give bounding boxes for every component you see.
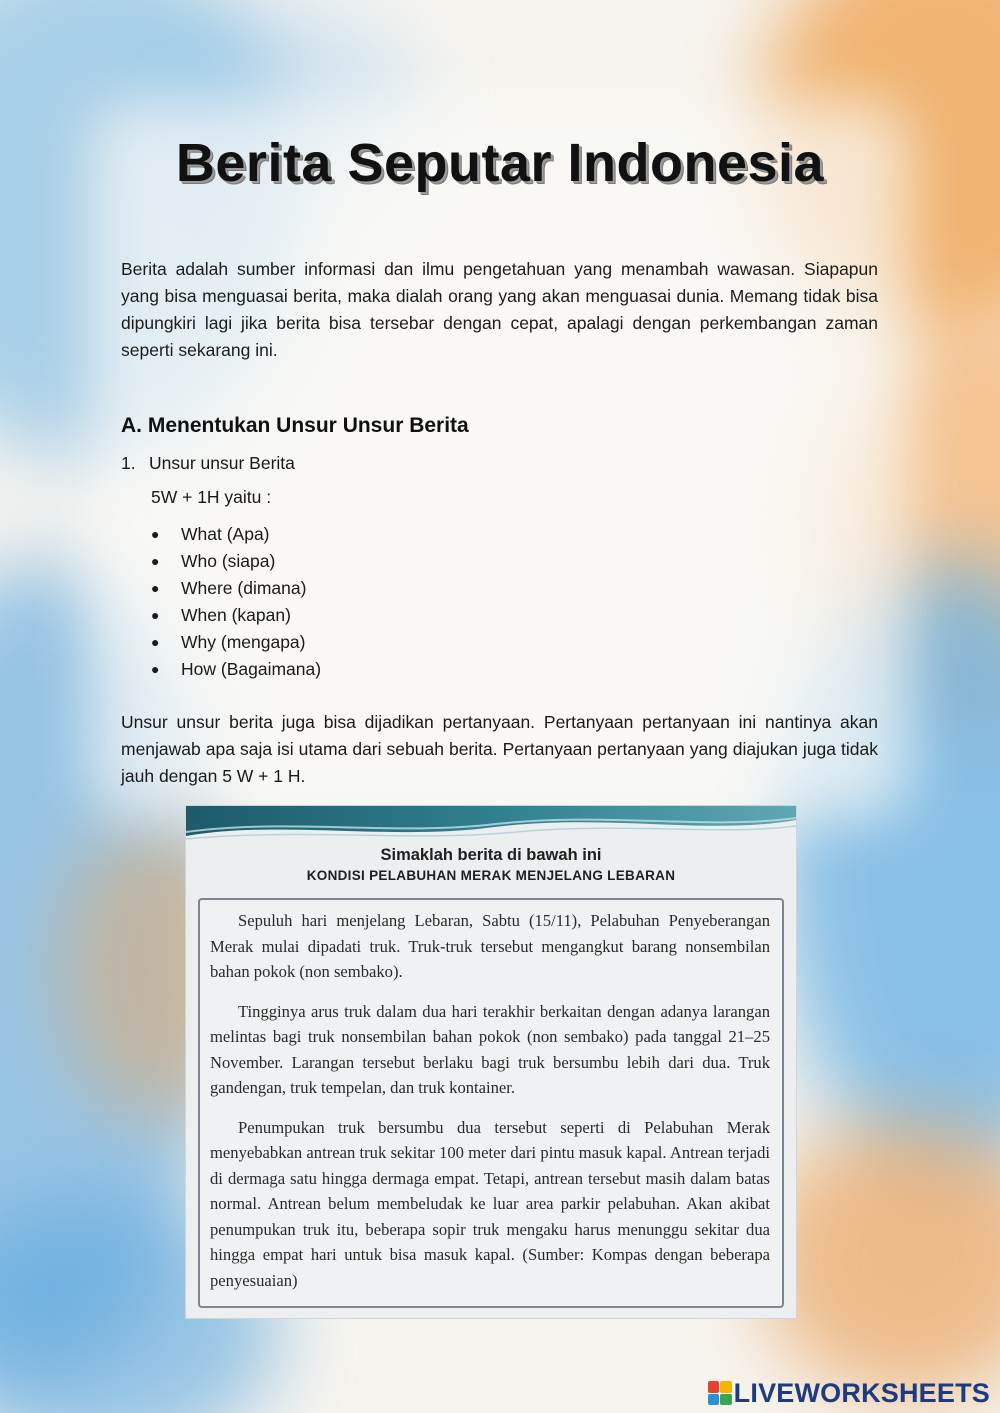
wave-banner [186,806,796,846]
list-item: ● What (Apa) [151,522,321,549]
page-title: Berita Seputar Indonesia [175,133,825,193]
sub-heading [121,453,295,474]
list-item: ● Where (dimana) [151,576,321,603]
section-a-heading: A. Menentukan Unsur Unsur Berita [121,414,469,437]
bullet-icon: ● [151,607,160,623]
bullet-icon: ● [151,580,160,596]
logo-square-red [708,1381,720,1393]
liveworksheets-logo-icon [708,1381,732,1405]
sub-heading-label: Unsur unsur Berita [149,453,295,473]
news-text-box [198,898,784,1308]
logo-text: LIVEWORKSHEETS [733,1377,990,1408]
list-item: ● How (Bagaimana) [151,657,321,684]
intro-paragraph: Berita adalah sumber informasi dan ilmu pengetahuan yang menambah wawasan. Siapapun yang bisa menguasai berita, maka dialah orang yang akan menguasai dunia. Memang tidak bisa dipungkiri lagi jika berita bisa tersebar dengan cepat, apalagi dengan perkembangan zaman seperti sekarang ini. [121,259,878,360]
questions-paragraph: Unsur unsur berita juga bisa dijadikan pertanyaan. Pertanyaan pertanyaan ini nantinya akan menjawab apa saja isi utama dari sebuah berita. Pertanyaan pertanyaan yang diajukan juga tidak jauh dengan 5 W + 1 H. [121,712,878,786]
list-item: ● Who (siapa) [151,549,321,576]
news-paragraph: Penumpukan truk bersumbu dua tersebut seperti di Pelabuhan Merak menyebabkan antrean truk sekitar 100 meter dari pintu masuk kapal. Antrean terjadi di dermaga satu hingga dermaga empat. Tetapi, antrean tersebut masih dalam batas normal. Antrean belum membeludak ke luar area parkir pelabuhan. Akan akibat penumpukan truk itu, beberapa sopir truk mengaku harus menunggu sekitar dua hingga empat hari untuk bisa masuk kapal. (Sumber: Kompas dengan beberapa penyesuaian) [210,1117,770,1290]
list-item: ● Why (mengapa) [151,630,321,657]
list-item: ● When (kapan) [151,603,321,630]
news-paragraph: Sepuluh hari menjelang Lebaran, Sabtu (15/11), Pelabuhan Penyeberangan Merak mulai dipadati truk. Truk-truk tersebut mengangkut barang nonsembilan bahan pokok (non sembako). [210,911,770,981]
w5h1-label: 5W + 1H yaitu : [151,487,272,507]
bullet-icon: ● [151,526,160,542]
logo-square-blue [708,1394,720,1406]
liveworksheets-logo[interactable] [708,1378,990,1408]
bullet-icon: ● [151,553,160,569]
news-figure [186,806,796,1318]
sub-heading-number: 1. [121,453,136,473]
unsur-list [151,522,321,684]
bullet-icon: ● [151,634,160,650]
news-paragraph: Tingginya arus truk dalam dua hari terakhir berkaitan dengan adanya larangan melintas bagi truk nonsembilan bahan pokok (non sembako) pada tanggal 21–25 November. Larangan tersebut berlaku bagi truk bersumbu lebih dari dua. Truk gandengan, truk tempelan, dan truk kontainer. [210,1001,770,1097]
figure-title: Simaklah berita di bawah ini [380,846,602,864]
logo-square-green [720,1394,732,1406]
bullet-icon: ● [151,661,160,677]
logo-square-yellow [720,1381,732,1393]
figure-subtitle: KONDISI PELABUHAN MERAK MENJELANG LEBARAN [306,868,676,883]
